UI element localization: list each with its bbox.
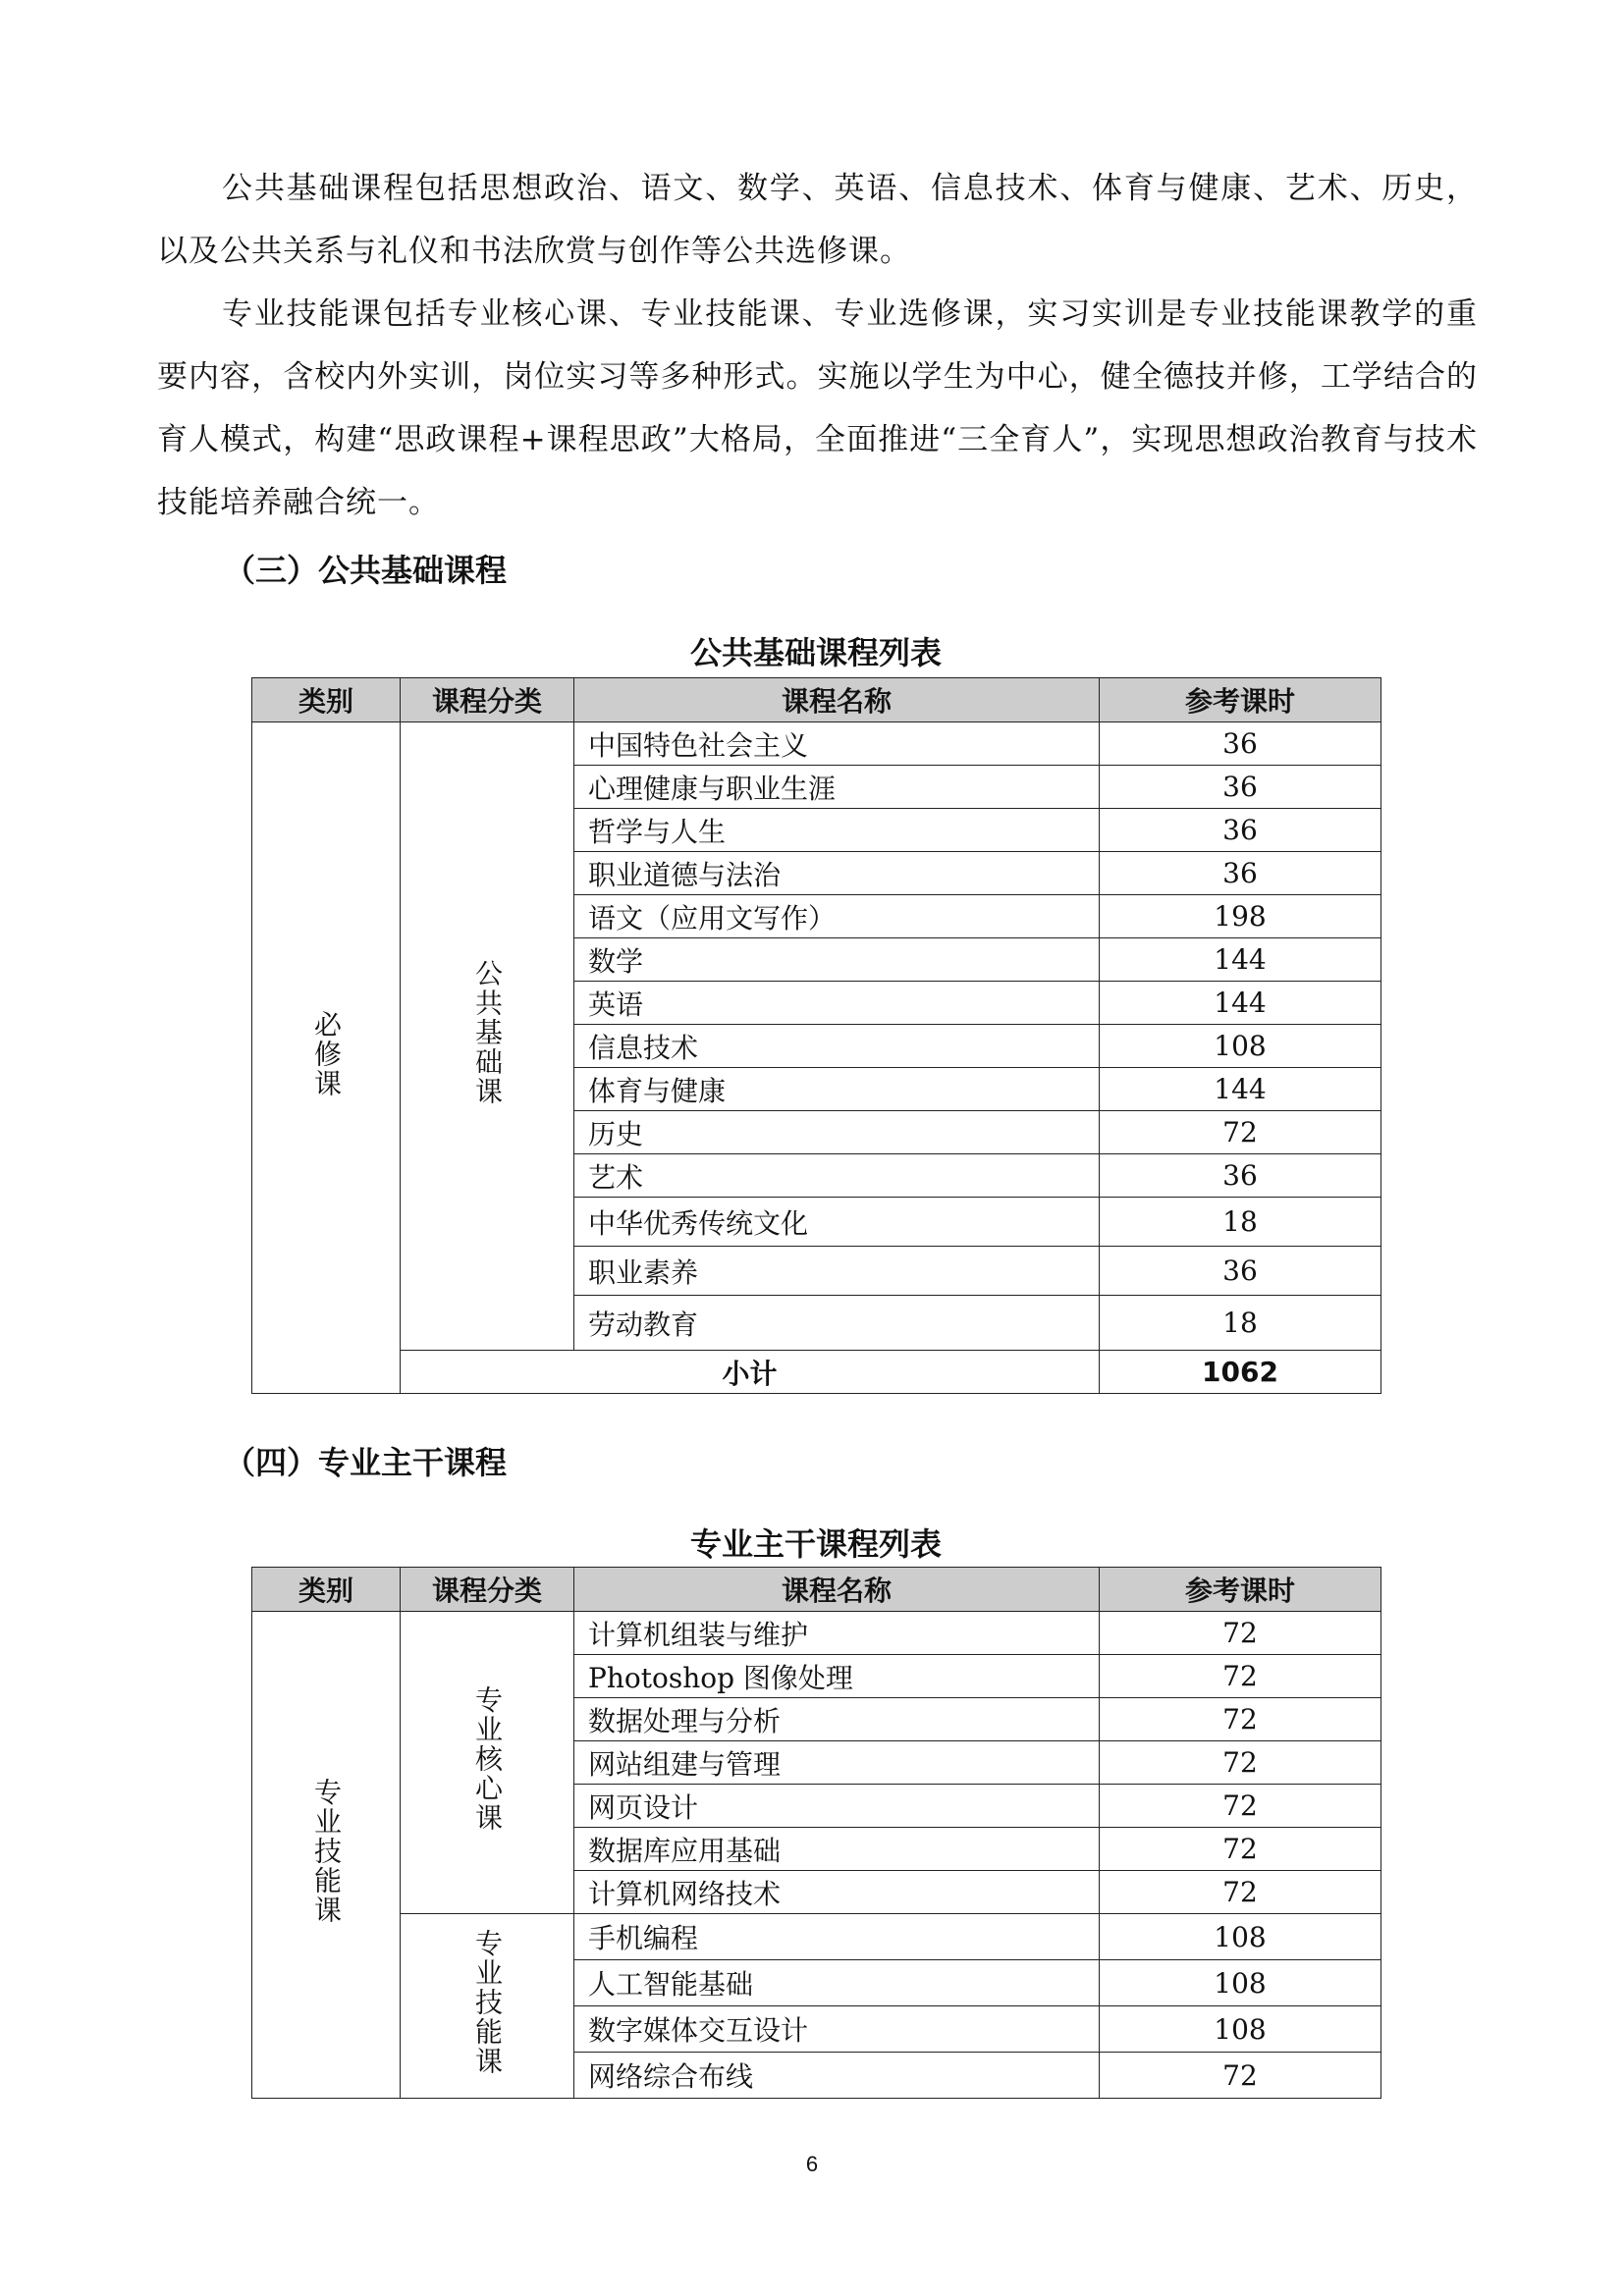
course-name: 职业素养: [574, 1247, 1100, 1296]
course-name: 网页设计: [574, 1785, 1100, 1828]
section-heading-major-courses: （四）专业主干课程: [224, 1444, 508, 1481]
intro-paragraph-public: 公共基础课程包括思想政治、语文、数学、英语、信息技术、体育与健康、艺术、历史，以及公共关系与礼仪和书法欣赏与创作等公共选修课。: [157, 171, 1478, 269]
course-hours: 72: [1100, 1785, 1381, 1828]
course-hours: 18: [1100, 1296, 1381, 1351]
category-cell: [252, 1612, 401, 2099]
header-reference-hours: 参考课时: [1100, 1568, 1381, 1612]
header-classification: 课程分类: [401, 1568, 574, 1612]
course-name: 数学: [574, 938, 1100, 982]
classification-cell-text: 专业核心课: [471, 1685, 504, 1833]
course-hours: 36: [1100, 722, 1381, 766]
course-name: 信息技术: [574, 1025, 1100, 1068]
course-name: 计算机网络技术: [574, 1871, 1100, 1914]
subtotal-value: 1062: [1100, 1351, 1381, 1394]
section-heading-public-courses: （三）公共基础课程: [224, 552, 508, 589]
category-cell: [252, 722, 401, 1394]
course-name: 体育与健康: [574, 1068, 1100, 1111]
page-number: 6: [805, 2152, 819, 2176]
course-hours: 72: [1100, 1828, 1381, 1871]
course-hours: 144: [1100, 938, 1381, 982]
course-name: 劳动教育: [574, 1296, 1100, 1351]
course-name: 语文（应用文写作）: [574, 895, 1100, 938]
course-hours: 72: [1100, 1655, 1381, 1698]
category-cell-text: 必修课: [310, 1010, 343, 1098]
course-hours: 36: [1100, 1154, 1381, 1198]
course-name: 哲学与人生: [574, 809, 1100, 852]
course-hours: 18: [1100, 1198, 1381, 1247]
header-course-name: 课程名称: [574, 678, 1100, 722]
course-hours: 72: [1100, 1871, 1381, 1914]
course-name: 中华优秀传统文化: [574, 1198, 1100, 1247]
table-title-major-courses: 专业主干课程列表: [689, 1525, 942, 1563]
table-header-row: [252, 678, 1381, 722]
major-courses-body: [252, 1612, 1381, 2099]
course-name: 数据处理与分析: [574, 1698, 1100, 1741]
course-name: 数字媒体交互设计: [574, 2006, 1100, 2053]
table-row: [252, 1612, 1381, 1655]
course-name: 网站组建与管理: [574, 1741, 1100, 1785]
course-hours: 36: [1100, 766, 1381, 809]
course-name: 心理健康与职业生涯: [574, 766, 1100, 809]
course-name: 职业道德与法治: [574, 852, 1100, 895]
public-courses-table: [251, 677, 1381, 1394]
classification-cell: [401, 1612, 574, 1914]
header-category: 类别: [252, 1568, 401, 1612]
course-name: 数据库应用基础: [574, 1828, 1100, 1871]
course-hours: 108: [1100, 1960, 1381, 2006]
header-category: 类别: [252, 678, 401, 722]
subtotal-label: 小计: [401, 1351, 1100, 1394]
header-reference-hours: 参考课时: [1100, 678, 1381, 722]
classification-cell-text: 专业技能课: [471, 1929, 504, 2076]
course-hours: 108: [1100, 1914, 1381, 1960]
table-row: [252, 722, 1381, 766]
course-hours: 36: [1100, 809, 1381, 852]
course-hours: 72: [1100, 1111, 1381, 1154]
course-hours: 72: [1100, 1698, 1381, 1741]
course-name: 计算机组装与维护: [574, 1612, 1100, 1655]
course-hours: 72: [1100, 2053, 1381, 2099]
major-courses-table: [251, 1567, 1381, 2099]
course-hours: 198: [1100, 895, 1381, 938]
course-hours: 36: [1100, 1247, 1381, 1296]
course-name: 历史: [574, 1111, 1100, 1154]
classification-cell: [401, 722, 574, 1351]
course-name: 人工智能基础: [574, 1960, 1100, 2006]
course-hours: 144: [1100, 1068, 1381, 1111]
category-cell-text: 专业技能课: [310, 1778, 343, 1925]
course-name: 英语: [574, 982, 1100, 1025]
subtotal-row: [252, 1351, 1381, 1394]
course-name: 手机编程: [574, 1914, 1100, 1960]
course-hours: 108: [1100, 1025, 1381, 1068]
intro-paragraph-professional: 专业技能课包括专业核心课、专业技能课、专业选修课，实习实训是专业技能课教学的重要内容，含校内外实训，岗位实习等多种形式。实施以学生为中心，健全德技并修，工学结合的育人模式，构建“思政课程+课程思政”大格局，全面推进“三全育人”，实现思想政治教育与技术技能培养融合统一。: [157, 296, 1478, 520]
classification-cell: [401, 1914, 574, 2099]
course-name: 艺术: [574, 1154, 1100, 1198]
header-course-name: 课程名称: [574, 1568, 1100, 1612]
header-classification: 课程分类: [401, 678, 574, 722]
course-hours: 72: [1100, 1741, 1381, 1785]
classification-cell-text: 公共基础课: [471, 959, 504, 1106]
table-title-public-courses: 公共基础课程列表: [689, 634, 942, 671]
table-row: [252, 1914, 1381, 1960]
public-courses-body: [252, 722, 1381, 1394]
course-hours: 144: [1100, 982, 1381, 1025]
course-hours: 108: [1100, 2006, 1381, 2053]
course-hours: 36: [1100, 852, 1381, 895]
course-name: Photoshop 图像处理: [574, 1655, 1100, 1698]
course-name: 中国特色社会主义: [574, 722, 1100, 766]
table-header-row: [252, 1568, 1381, 1612]
course-name: 网络综合布线: [574, 2053, 1100, 2099]
course-hours: 72: [1100, 1612, 1381, 1655]
